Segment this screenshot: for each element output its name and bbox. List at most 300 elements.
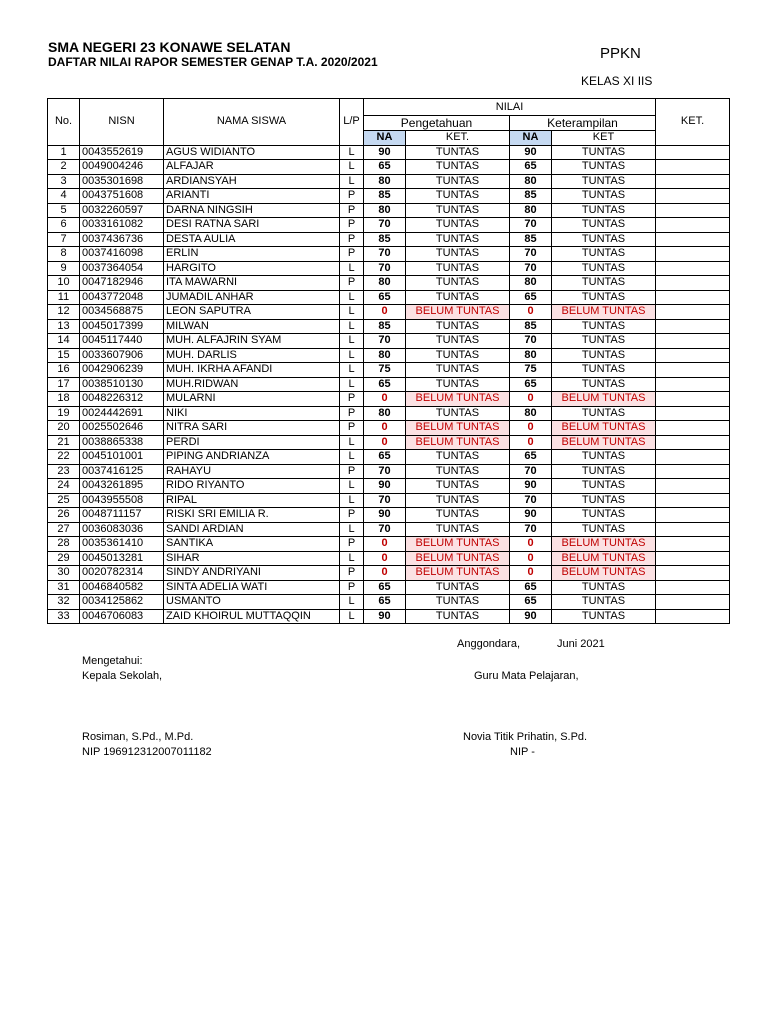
row-ket-keterampilan: TUNTAS — [552, 450, 656, 465]
row-ket — [656, 174, 730, 189]
row-ket — [656, 160, 730, 175]
row-nisn: 0037436736 — [80, 232, 164, 247]
row-name: MUH. ALFAJRIN SYAM — [164, 334, 340, 349]
row-no: 13 — [48, 319, 80, 334]
row-name: RIDO RIYANTO — [164, 479, 340, 494]
row-nisn: 0037416098 — [80, 247, 164, 262]
row-ket — [656, 479, 730, 494]
guru-name: Novia Titik Prihatin, S.Pd. — [463, 731, 588, 743]
mengetahui-label: Mengetahui: — [82, 655, 143, 667]
header-ket-keterampilan: KET — [552, 131, 656, 146]
row-ket-pengetahuan: TUNTAS — [406, 595, 510, 610]
row-ket-pengetahuan: TUNTAS — [406, 493, 510, 508]
table-row — [48, 493, 730, 508]
table-row — [48, 479, 730, 494]
row-no: 5 — [48, 203, 80, 218]
row-name: SINDY ANDRIYANI — [164, 566, 340, 581]
row-name: NITRA SARI — [164, 421, 340, 436]
row-na-pengetahuan: 90 — [364, 609, 406, 624]
row-no: 24 — [48, 479, 80, 494]
row-lp: L — [340, 435, 364, 450]
subject-label: PPKN — [600, 45, 641, 62]
row-ket-pengetahuan: TUNTAS — [406, 580, 510, 595]
row-no: 26 — [48, 508, 80, 523]
row-ket — [656, 522, 730, 537]
row-no: 23 — [48, 464, 80, 479]
row-name: ALFAJAR — [164, 160, 340, 175]
row-ket — [656, 290, 730, 305]
row-na-keterampilan: 90 — [510, 508, 552, 523]
row-ket-keterampilan: TUNTAS — [552, 464, 656, 479]
row-ket-pengetahuan: TUNTAS — [406, 522, 510, 537]
row-ket-pengetahuan: TUNTAS — [406, 363, 510, 378]
row-ket-keterampilan: TUNTAS — [552, 203, 656, 218]
row-name: DARNA NINGSIH — [164, 203, 340, 218]
row-name: MUH. DARLIS — [164, 348, 340, 363]
row-no: 1 — [48, 145, 80, 160]
row-nisn: 0046840582 — [80, 580, 164, 595]
row-lp: L — [340, 160, 364, 175]
row-lp: L — [340, 595, 364, 610]
row-nisn: 0036083036 — [80, 522, 164, 537]
row-lp: P — [340, 392, 364, 407]
row-nisn: 0045013281 — [80, 551, 164, 566]
row-na-keterampilan: 70 — [510, 464, 552, 479]
row-lp: L — [340, 334, 364, 349]
header-nisn: NISN — [80, 99, 164, 146]
row-ket-pengetahuan: TUNTAS — [406, 348, 510, 363]
row-no: 6 — [48, 218, 80, 233]
row-lp: P — [340, 421, 364, 436]
row-nisn: 0043751608 — [80, 189, 164, 204]
row-ket — [656, 537, 730, 552]
row-lp: P — [340, 203, 364, 218]
row-na-pengetahuan: 80 — [364, 174, 406, 189]
row-na-keterampilan: 65 — [510, 377, 552, 392]
row-ket-pengetahuan: TUNTAS — [406, 218, 510, 233]
row-na-pengetahuan: 85 — [364, 189, 406, 204]
row-na-pengetahuan: 70 — [364, 464, 406, 479]
row-ket — [656, 348, 730, 363]
table-row — [48, 595, 730, 610]
row-ket-keterampilan: TUNTAS — [552, 406, 656, 421]
row-na-pengetahuan: 0 — [364, 551, 406, 566]
row-ket-pengetahuan: TUNTAS — [406, 377, 510, 392]
row-na-pengetahuan: 80 — [364, 203, 406, 218]
row-ket-keterampilan: TUNTAS — [552, 348, 656, 363]
table-row — [48, 392, 730, 407]
row-name: HARGITO — [164, 261, 340, 276]
header-na-pengetahuan: NA — [364, 131, 406, 146]
table-row — [48, 189, 730, 204]
row-no: 2 — [48, 160, 80, 175]
row-na-pengetahuan: 0 — [364, 566, 406, 581]
row-no: 9 — [48, 261, 80, 276]
row-lp: P — [340, 218, 364, 233]
row-no: 15 — [48, 348, 80, 363]
row-na-keterampilan: 75 — [510, 363, 552, 378]
row-name: NIKI — [164, 406, 340, 421]
row-ket-pengetahuan: TUNTAS — [406, 247, 510, 262]
table-row — [48, 276, 730, 291]
row-name: JUMADIL ANHAR — [164, 290, 340, 305]
row-ket-pengetahuan: TUNTAS — [406, 334, 510, 349]
row-nisn: 0043955508 — [80, 493, 164, 508]
row-nisn: 0047182946 — [80, 276, 164, 291]
row-na-pengetahuan: 65 — [364, 290, 406, 305]
table-row — [48, 232, 730, 247]
row-ket-keterampilan: TUNTAS — [552, 160, 656, 175]
row-na-keterampilan: 0 — [510, 566, 552, 581]
table-row — [48, 508, 730, 523]
row-na-keterampilan: 85 — [510, 319, 552, 334]
row-ket-pengetahuan: BELUM TUNTAS — [406, 435, 510, 450]
row-ket-keterampilan: TUNTAS — [552, 493, 656, 508]
row-lp: L — [340, 145, 364, 160]
row-ket — [656, 247, 730, 262]
table-row — [48, 160, 730, 175]
row-ket — [656, 435, 730, 450]
row-na-keterampilan: 0 — [510, 421, 552, 436]
row-ket-pengetahuan: BELUM TUNTAS — [406, 305, 510, 320]
row-nisn: 0046706083 — [80, 609, 164, 624]
row-lp: P — [340, 189, 364, 204]
row-ket-keterampilan: TUNTAS — [552, 145, 656, 160]
header-no: No. — [48, 99, 80, 146]
row-na-keterampilan: 80 — [510, 348, 552, 363]
row-no: 33 — [48, 609, 80, 624]
grades-table — [47, 98, 730, 624]
row-na-pengetahuan: 65 — [364, 595, 406, 610]
row-lp: P — [340, 566, 364, 581]
table-row — [48, 348, 730, 363]
row-nisn: 0024442691 — [80, 406, 164, 421]
row-nisn: 0025502646 — [80, 421, 164, 436]
row-ket-pengetahuan: TUNTAS — [406, 160, 510, 175]
row-ket — [656, 595, 730, 610]
row-ket-pengetahuan: TUNTAS — [406, 406, 510, 421]
row-no: 22 — [48, 450, 80, 465]
row-no: 30 — [48, 566, 80, 581]
row-nisn: 0037364054 — [80, 261, 164, 276]
row-ket-pengetahuan: TUNTAS — [406, 479, 510, 494]
row-lp: L — [340, 305, 364, 320]
row-ket — [656, 305, 730, 320]
table-row — [48, 435, 730, 450]
row-ket — [656, 566, 730, 581]
row-ket-keterampilan: BELUM TUNTAS — [552, 566, 656, 581]
row-ket — [656, 261, 730, 276]
row-no: 17 — [48, 377, 80, 392]
row-name: USMANTO — [164, 595, 340, 610]
table-row — [48, 551, 730, 566]
row-na-pengetahuan: 75 — [364, 363, 406, 378]
row-ket — [656, 319, 730, 334]
row-na-pengetahuan: 85 — [364, 232, 406, 247]
row-name: MUH. IKRHA AFANDI — [164, 363, 340, 378]
row-na-pengetahuan: 90 — [364, 479, 406, 494]
row-ket-keterampilan: TUNTAS — [552, 319, 656, 334]
row-na-keterampilan: 90 — [510, 479, 552, 494]
row-nisn: 0020782314 — [80, 566, 164, 581]
row-lp: L — [340, 261, 364, 276]
row-no: 20 — [48, 421, 80, 436]
class-label: KELAS XI IIS — [581, 74, 653, 88]
row-lp: P — [340, 508, 364, 523]
row-no: 14 — [48, 334, 80, 349]
row-ket-keterampilan: BELUM TUNTAS — [552, 551, 656, 566]
row-lp: P — [340, 580, 364, 595]
kepala-sekolah-name: Rosiman, S.Pd., M.Pd. — [82, 731, 194, 743]
row-na-pengetahuan: 80 — [364, 276, 406, 291]
row-na-pengetahuan: 65 — [364, 580, 406, 595]
table-row — [48, 145, 730, 160]
row-nisn: 0034125862 — [80, 595, 164, 610]
row-nisn: 0035301698 — [80, 174, 164, 189]
row-na-pengetahuan: 65 — [364, 160, 406, 175]
table-row — [48, 464, 730, 479]
row-name: ARIANTI — [164, 189, 340, 204]
row-nisn: 0045101001 — [80, 450, 164, 465]
row-no: 11 — [48, 290, 80, 305]
row-ket-keterampilan: BELUM TUNTAS — [552, 305, 656, 320]
signature-place: Anggondara, — [457, 638, 520, 650]
row-na-keterampilan: 65 — [510, 580, 552, 595]
row-na-keterampilan: 0 — [510, 537, 552, 552]
row-lp: L — [340, 450, 364, 465]
row-ket — [656, 580, 730, 595]
row-ket-pengetahuan: TUNTAS — [406, 609, 510, 624]
row-name: SANTIKA — [164, 537, 340, 552]
table-row — [48, 580, 730, 595]
row-name: DESTA AULIA — [164, 232, 340, 247]
row-ket — [656, 493, 730, 508]
table-row — [48, 290, 730, 305]
row-lp: L — [340, 348, 364, 363]
row-na-keterampilan: 80 — [510, 203, 552, 218]
row-name: MUH.RIDWAN — [164, 377, 340, 392]
row-lp: P — [340, 464, 364, 479]
header-nama-siswa: NAMA SISWA — [164, 99, 340, 146]
row-ket-pengetahuan: BELUM TUNTAS — [406, 566, 510, 581]
row-na-keterampilan: 70 — [510, 493, 552, 508]
row-nisn: 0038865338 — [80, 435, 164, 450]
row-lp: P — [340, 537, 364, 552]
table-row — [48, 203, 730, 218]
row-na-keterampilan: 70 — [510, 522, 552, 537]
row-nisn: 0048226312 — [80, 392, 164, 407]
kepala-sekolah-title: Kepala Sekolah, — [82, 670, 163, 682]
row-lp: L — [340, 493, 364, 508]
table-row — [48, 377, 730, 392]
row-ket-pengetahuan: TUNTAS — [406, 145, 510, 160]
row-na-keterampilan: 70 — [510, 247, 552, 262]
row-no: 25 — [48, 493, 80, 508]
signature-date: Juni 2021 — [557, 638, 605, 650]
row-no: 19 — [48, 406, 80, 421]
row-ket — [656, 406, 730, 421]
row-no: 28 — [48, 537, 80, 552]
row-ket-pengetahuan: TUNTAS — [406, 189, 510, 204]
row-no: 16 — [48, 363, 80, 378]
row-no: 4 — [48, 189, 80, 204]
row-ket-keterampilan: TUNTAS — [552, 522, 656, 537]
row-na-keterampilan: 85 — [510, 232, 552, 247]
row-ket-pengetahuan: TUNTAS — [406, 319, 510, 334]
row-lp: L — [340, 551, 364, 566]
row-ket — [656, 508, 730, 523]
row-na-keterampilan: 0 — [510, 392, 552, 407]
row-ket — [656, 450, 730, 465]
row-name: LEON SAPUTRA — [164, 305, 340, 320]
header-keterampilan: Keterampilan — [510, 116, 656, 131]
row-ket-keterampilan: BELUM TUNTAS — [552, 421, 656, 436]
row-no: 31 — [48, 580, 80, 595]
header-ket-pengetahuan: KET. — [406, 131, 510, 146]
row-na-pengetahuan: 0 — [364, 537, 406, 552]
row-no: 27 — [48, 522, 80, 537]
row-na-keterampilan: 90 — [510, 145, 552, 160]
table-row — [48, 363, 730, 378]
row-na-keterampilan: 80 — [510, 174, 552, 189]
row-lp: P — [340, 406, 364, 421]
row-na-keterampilan: 70 — [510, 261, 552, 276]
row-nisn: 0042906239 — [80, 363, 164, 378]
row-no: 12 — [48, 305, 80, 320]
row-ket-pengetahuan: BELUM TUNTAS — [406, 392, 510, 407]
table-row — [48, 261, 730, 276]
row-ket-keterampilan: TUNTAS — [552, 580, 656, 595]
row-ket-keterampilan: TUNTAS — [552, 261, 656, 276]
row-ket — [656, 464, 730, 479]
row-ket — [656, 551, 730, 566]
row-nisn: 0032260597 — [80, 203, 164, 218]
row-name: DESI RATNA SARI — [164, 218, 340, 233]
row-ket-keterampilan: TUNTAS — [552, 334, 656, 349]
row-nisn: 0043552619 — [80, 145, 164, 160]
row-name: ZAID KHOIRUL MUTTAQQIN — [164, 609, 340, 624]
header-ket: KET. — [656, 99, 730, 146]
row-ket-keterampilan: TUNTAS — [552, 174, 656, 189]
table-row — [48, 609, 730, 624]
row-na-pengetahuan: 70 — [364, 247, 406, 262]
row-name: MILWAN — [164, 319, 340, 334]
row-ket-keterampilan: TUNTAS — [552, 232, 656, 247]
row-na-keterampilan: 65 — [510, 160, 552, 175]
row-ket-pengetahuan: TUNTAS — [406, 232, 510, 247]
row-no: 7 — [48, 232, 80, 247]
row-na-pengetahuan: 85 — [364, 319, 406, 334]
row-ket — [656, 392, 730, 407]
row-ket-keterampilan: TUNTAS — [552, 247, 656, 262]
row-ket-pengetahuan: BELUM TUNTAS — [406, 551, 510, 566]
row-ket-pengetahuan: TUNTAS — [406, 464, 510, 479]
header-pengetahuan: Pengetahuan — [364, 116, 510, 131]
row-na-pengetahuan: 90 — [364, 145, 406, 160]
row-na-keterampilan: 80 — [510, 276, 552, 291]
row-ket-keterampilan: TUNTAS — [552, 479, 656, 494]
table-row — [48, 450, 730, 465]
row-lp: P — [340, 276, 364, 291]
row-ket — [656, 334, 730, 349]
row-nisn: 0038510130 — [80, 377, 164, 392]
row-na-pengetahuan: 90 — [364, 508, 406, 523]
row-name: RISKI SRI EMILIA R. — [164, 508, 340, 523]
header-lp: L/P — [340, 99, 364, 146]
row-na-keterampilan: 90 — [510, 609, 552, 624]
row-na-keterampilan: 85 — [510, 189, 552, 204]
row-lp: L — [340, 290, 364, 305]
row-name: RAHAYU — [164, 464, 340, 479]
row-na-keterampilan: 0 — [510, 551, 552, 566]
table-row — [48, 406, 730, 421]
row-lp: L — [340, 319, 364, 334]
row-ket — [656, 218, 730, 233]
row-ket-keterampilan: BELUM TUNTAS — [552, 392, 656, 407]
row-nisn: 0043261895 — [80, 479, 164, 494]
row-na-pengetahuan: 70 — [364, 334, 406, 349]
row-nisn: 0048711157 — [80, 508, 164, 523]
row-name: SANDI ARDIAN — [164, 522, 340, 537]
row-nisn: 0037416125 — [80, 464, 164, 479]
row-na-keterampilan: 70 — [510, 334, 552, 349]
row-ket-keterampilan: TUNTAS — [552, 276, 656, 291]
row-lp: L — [340, 363, 364, 378]
row-ket-keterampilan: TUNTAS — [552, 290, 656, 305]
table-row — [48, 566, 730, 581]
row-name: PIPING ANDRIANZA — [164, 450, 340, 465]
row-nisn: 0033607906 — [80, 348, 164, 363]
row-na-pengetahuan: 65 — [364, 377, 406, 392]
row-na-keterampilan: 65 — [510, 290, 552, 305]
row-na-pengetahuan: 70 — [364, 261, 406, 276]
row-ket — [656, 609, 730, 624]
row-name: AGUS WIDIANTO — [164, 145, 340, 160]
table-row — [48, 305, 730, 320]
row-name: SIHAR — [164, 551, 340, 566]
row-ket-pengetahuan: TUNTAS — [406, 276, 510, 291]
row-lp: P — [340, 232, 364, 247]
row-lp: L — [340, 479, 364, 494]
row-ket-keterampilan: TUNTAS — [552, 508, 656, 523]
row-nisn: 0045017399 — [80, 319, 164, 334]
row-lp: L — [340, 609, 364, 624]
row-ket — [656, 203, 730, 218]
table-row — [48, 174, 730, 189]
row-ket — [656, 232, 730, 247]
row-ket-pengetahuan: TUNTAS — [406, 450, 510, 465]
row-name: MULARNI — [164, 392, 340, 407]
row-ket-keterampilan: BELUM TUNTAS — [552, 537, 656, 552]
row-ket-pengetahuan: TUNTAS — [406, 290, 510, 305]
row-na-pengetahuan: 80 — [364, 406, 406, 421]
row-na-keterampilan: 0 — [510, 435, 552, 450]
row-ket-keterampilan: TUNTAS — [552, 363, 656, 378]
row-no: 21 — [48, 435, 80, 450]
row-na-keterampilan: 80 — [510, 406, 552, 421]
row-na-keterampilan: 65 — [510, 450, 552, 465]
row-name: PERDI — [164, 435, 340, 450]
row-na-pengetahuan: 0 — [364, 305, 406, 320]
row-name: ITA MAWARNI — [164, 276, 340, 291]
row-ket — [656, 189, 730, 204]
row-ket-keterampilan: TUNTAS — [552, 595, 656, 610]
row-na-pengetahuan: 70 — [364, 218, 406, 233]
row-name: SINTA ADELIA WATI — [164, 580, 340, 595]
row-nisn: 0034568875 — [80, 305, 164, 320]
row-ket — [656, 421, 730, 436]
table-row — [48, 537, 730, 552]
